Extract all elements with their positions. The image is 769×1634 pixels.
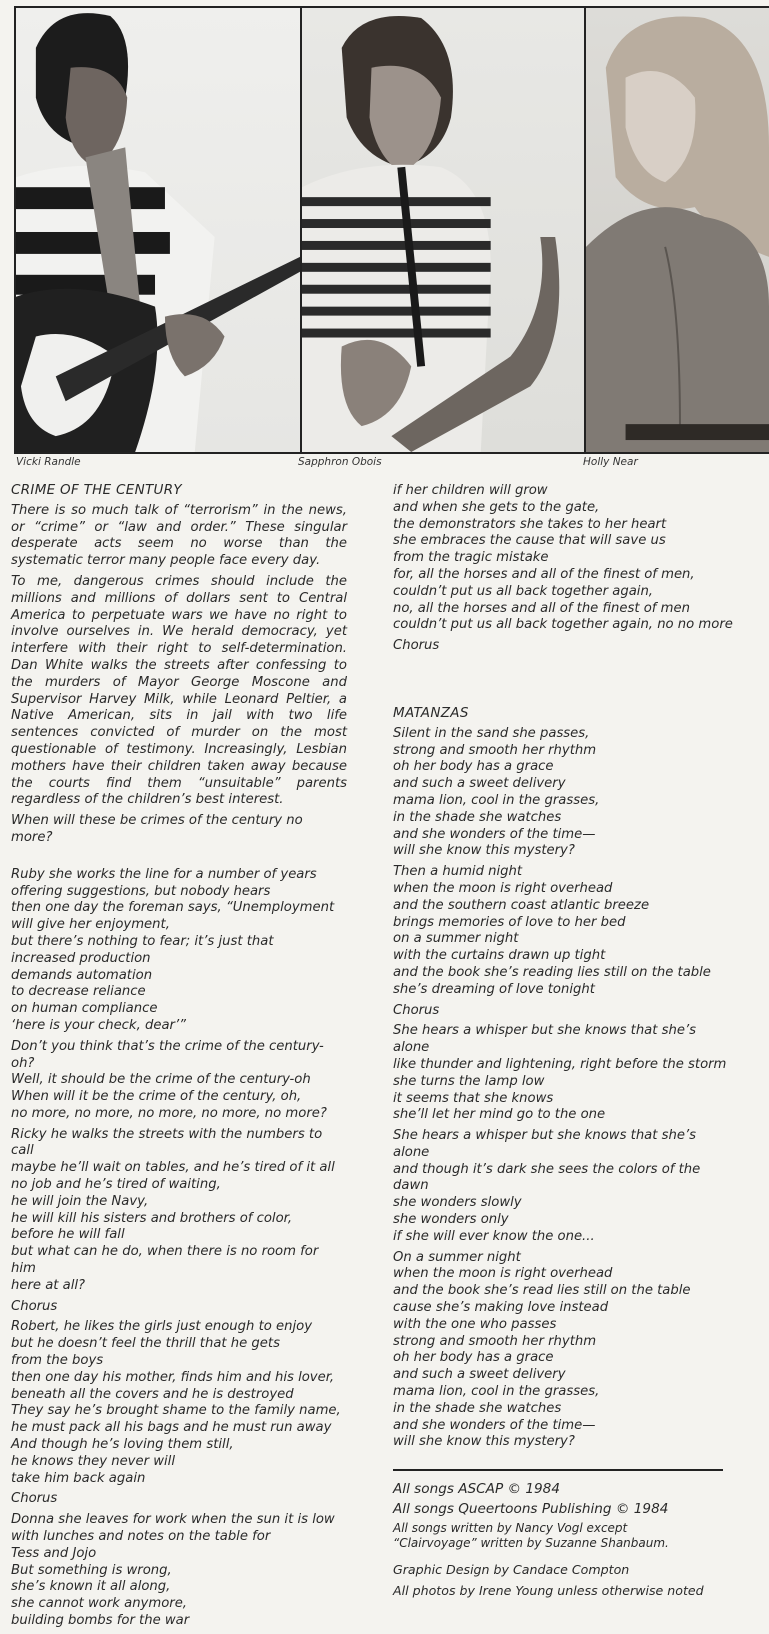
matanzas-verse-5: On a summer night when the moon is right overhead and the book she’s read lies still on the table cause she’s making love instead with the one who passes strong and smooth her rhythm oh her body has a grace and such a sweet delivery mama lion, cool in the grasses, in the shade she watches and she wonders of the time— will she know this mystery? <box>393 1249 691 1450</box>
lyrics-verse-robert: Robert, he likes the girls just enough to enjoy but he doesn’t feel the thrill that he gets from the boys then one day his mother, finds him and his lover, beneath all the covers and he is destroyed They say he’s brought shame to the family name, he must pack all his bags and he must run away And though he’s loving them still, he knows they never will take him back again <box>11 1319 341 1486</box>
lyrics-verse-ricky: Ricky he walks the streets with the numbers to call maybe he’ll wait on tables, and he’s tired of it all no job and he’s tired of waiting, he will join the Navy, he will kill his sisters and brothers of color, before he will fall but what can he do, when there is no room for him here at all? <box>11 1126 335 1293</box>
essay-paragraph-3: When will these be crimes of the century no more? <box>11 813 303 845</box>
credit-songwriters: All songs written by Nancy Vogl except “Clairvoyage” written by Suzanne Shanbaum. <box>393 1521 669 1550</box>
caption-vicki-randle: Vicki Randle <box>16 456 81 468</box>
caption-sapphron-obois: Sapphron Obois <box>298 456 382 468</box>
matanzas-verse-4: She hears a whisper but she knows that she’s alone and though it’s dark she sees the colors of the dawn she wonders slowly she wonders only if she will ever know the one... <box>393 1128 701 1244</box>
divider <box>393 1469 723 1471</box>
matanzas-verse-3: She hears a whisper but she knows that she’s alone like thunder and lightening, right before the storm she turns the lamp low it seems that she knows she’ll let her mind go to the one <box>393 1023 727 1123</box>
song-title-crime-of-the-century: CRIME OF THE CENTURY <box>11 482 182 498</box>
right-column <box>393 483 733 1603</box>
chorus-label: Chorus <box>11 1491 58 1507</box>
lyrics-verse-ruby: Ruby she works the line for a number of years offering suggestions, but nobody hears then one day the foreman says, “Unemployment will give her enjoyment, but there’s nothing to fear; it’s just that increased production demands automation to decrease reliance on human compliance ‘here is your check, dear’” <box>11 866 335 1033</box>
photo-strip <box>14 6 769 454</box>
lyrics-verse-donna: Donna she leaves for work when the sun it is low with lunches and notes on the table for Tess and Jojo But something is wrong, she’s known it all along, she cannot work anymore, building bombs for the war <box>11 1512 335 1628</box>
saxophonist-photo <box>302 8 584 452</box>
matanzas-verse-1: Silent in the sand she passes, strong and smooth her rhythm oh her body has a grace and such a sweet delivery mama lion, cool in the grasses, in the shade she watches and she wonders of the time— will she know this mystery? <box>393 725 600 859</box>
left-column <box>11 482 347 1634</box>
credits <box>393 1481 733 1599</box>
lyrics-chorus-text: Don’t you think that’s the crime of the century-oh? Well, it should be the crime of the century-oh When will it be the crime of the century, oh, no more, no more, no more, no more, no more? <box>11 1038 327 1121</box>
essay-paragraph-1: There is so much talk of “terrorism” in the news, or “crime” or “law and order.” These singular desperate acts seem no worse than the systematic terror many people face every day. <box>11 502 347 569</box>
photo-holly-near <box>584 8 769 452</box>
lyrics-verse-donna-cont: if her children will grow and when she gets to the gate, the demonstrators she takes to her heart she embraces the cause that will save us from the tragic mistake for, all the horses and all of the finest of men, couldn’t put us all back together again, no, all the horses and all of the finest of men couldn’t put us all back together again, no no more <box>393 483 733 633</box>
photo-sapphron-obois <box>300 8 584 452</box>
chorus-label: Chorus <box>393 1002 440 1018</box>
credit-publishing: All songs Queertoons Publishing © 1984 <box>393 1501 669 1518</box>
singer-photo <box>586 8 769 452</box>
song-title-matanzas: MATANZAS <box>393 704 469 721</box>
guitarist-photo <box>16 8 300 452</box>
credit-graphic-design: Graphic Design by Candace Compton <box>393 1562 630 1578</box>
matanzas-verse-2: Then a humid night when the moon is right overhead and the southern coast atlantic breeze brings memories of love to her bed on a summer night with the curtains drawn up tight and the book she’s reading lies still on the table she’s dreaming of love tonight <box>393 864 711 997</box>
credit-ascap: All songs ASCAP © 1984 <box>393 1481 560 1498</box>
essay-paragraph-2: To me, dangerous crimes should include the millions and millions of dollars sent to Central America to perpetuate wars we have no right to involve ourselves in. We herald democracy, yet interfere with their right to self-determination. Dan White walks the streets after confessing to the murders of Mayor George Moscone and Supervisor Harvey Milk, while Leonard Peltier, a Native American, sits in jail with two life sentences convicted of murder on the most questionable of testimony. Increasingly, Lesbian mothers have their children taken away because the courts find them “unsuitable” parents regardless of the children’s best interest. <box>11 573 347 808</box>
chorus-label: Chorus <box>393 638 440 654</box>
credit-photos: All photos by Irene Young unless otherwise noted <box>393 1583 704 1599</box>
caption-holly-near: Holly Near <box>583 456 638 468</box>
chorus-label: Chorus <box>11 1298 58 1314</box>
photo-vicki-randle <box>14 8 300 452</box>
